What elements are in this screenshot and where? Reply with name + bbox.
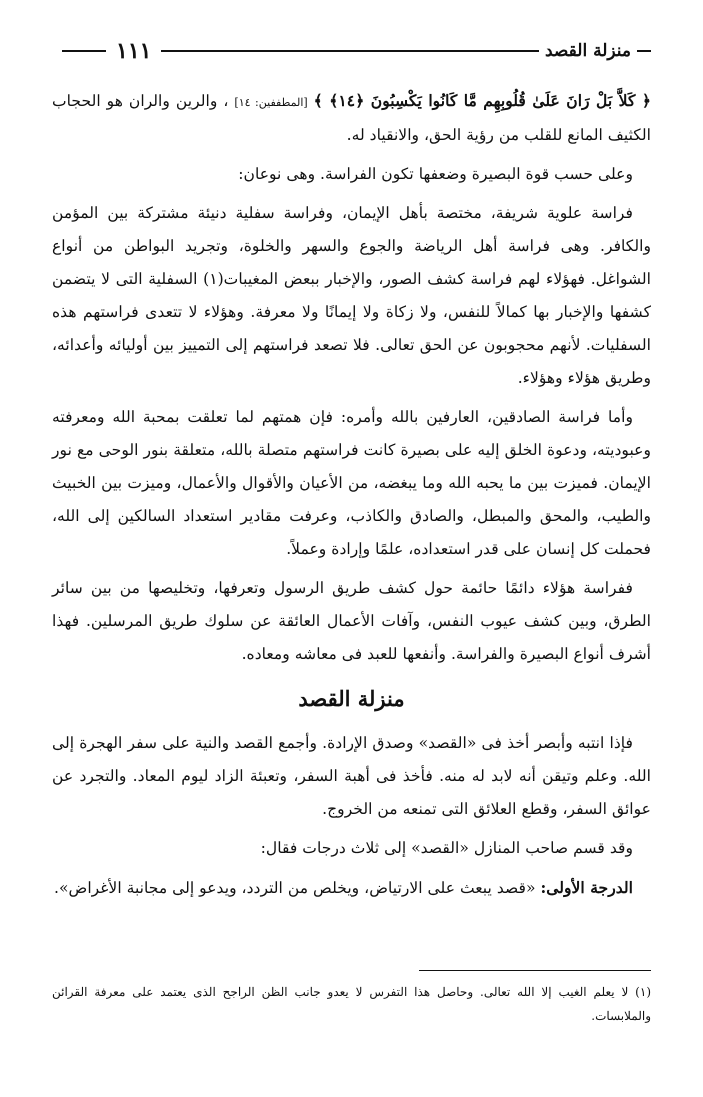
verse-reference: [المطففين: ١٤] xyxy=(234,96,308,109)
paragraph-2: وعلى حسب قوة البصيرة وضعفها تكون الفراسة. وهى نوعان: xyxy=(238,165,633,183)
paragraph-7: وقد قسم صاحب المنازل «القصد» إلى ثلاث درجات فقال: xyxy=(260,839,633,857)
page-number: ١١١ xyxy=(116,38,152,64)
paragraph-3: فراسة علوية شريفة، مختصة بأهل الإيمان، وفراسة سفلية دنيئة مشتركة بين المؤمن والكافر. وهى فراسة أهل الرياضة والجوع والسهر والخلوة، وتجريد البواطن من أنواع الشواغل. فهؤلاء لهم فراسة كشف الصور، والإخبار ببعض المغيبات(١) السفلية التى لا يتضمن كشفها والإخبار بها كمالاً للنفس، ولا زكاة ولا إيمانًا ولا معرفة. وهؤلاء لا تتعدى فراستهم هذه السفليات. لأنهم محجوبون عن الحق تعالى. فلا تصعد فراستهم إلى التمييز بين أوليائه وأعدائه، وطريق هؤلاء وهؤلاء. xyxy=(52,204,651,387)
paragraph-6: فإذا انتبه وأبصر أخذ فى «القصد» وصدق الإرادة. وأجمع القصد والنية على سفر الهجرة إلى الله. وعلم وتيقن أنه لابد له منه. فأخذ فى أهبة السفر، وتعبئة الزاد ليوم المعاد. والتجرد عن عوائق السفر، وقطع العلائق التى تمنعه من الخروج. xyxy=(52,734,651,818)
main-text xyxy=(52,84,651,911)
running-title: منزلة القصد xyxy=(545,41,631,61)
running-header xyxy=(62,36,651,66)
paragraph-8 xyxy=(52,871,651,905)
degree-text: «قصد يبعث على الارتياض، ويخلص من التردد، ويدعو إلى مجانبة الأغراض». xyxy=(53,879,536,897)
paragraph-1-rest: ، والرين والران هو الحجاب الكثيف المانع للقلب من رؤية الحق، والانقياد له. xyxy=(52,92,651,144)
degree-label: الدرجة الأولى: xyxy=(540,878,633,897)
header-rule-left xyxy=(62,50,106,51)
quran-verse: ﴿ كَلاَّ بَلْ رَانَ عَلَىٰ قُلُوبِهِم مَّا كَانُوا يَكْسِبُونَ ﴿١٤﴾ ﴾ xyxy=(313,91,652,110)
footnote: (١) لا يعلم الغيب إلا الله تعالى. وحاصل هذا التفرس لا يعدو جانب الظن الراجح الذى يعتمد على معرفة القرائن والملابسات. xyxy=(52,985,651,1023)
footnote-divider xyxy=(419,970,651,971)
paragraph-1 xyxy=(52,84,651,152)
header-rule-middle xyxy=(161,50,539,51)
section-heading: منزلة القصد xyxy=(298,686,405,711)
header-rule-right xyxy=(637,50,651,51)
paragraph-4: وأما فراسة الصادقين، العارفين بالله وأمره: فإن همتهم لما تعلقت بمحبة الله ومعرفته وعبوديته، ودعوة الخلق إليه على بصيرة كانت فراستهم متصلة بالله، متعلقة بنور الوحى مع نور الإيمان. فميزت بين ما يحبه الله وما يبغضه، من الأعيان والأقوال والأعمال، وميزت بين الخبيث والطيب، والمحق والمبطل، والصادق والكاذب، وعرفت مقادير استعداد السالكين إلى الله، فحملت كل إنسان على قدر استعداده، علمًا وإرادة وعملاً. xyxy=(52,408,651,558)
paragraph-5: ففراسة هؤلاء دائمًا حائمة حول كشف طريق الرسول وتعرفها، وتخليصها من بين سائر الطرق، وبين كشف عيوب النفس، وآفات الأعمال العائقة عن سلوك طريق المرسلين. فهذا أشرف أنواع البصيرة والفراسة. وأنفعها للعبد فى معاشه ومعاده. xyxy=(52,579,651,663)
